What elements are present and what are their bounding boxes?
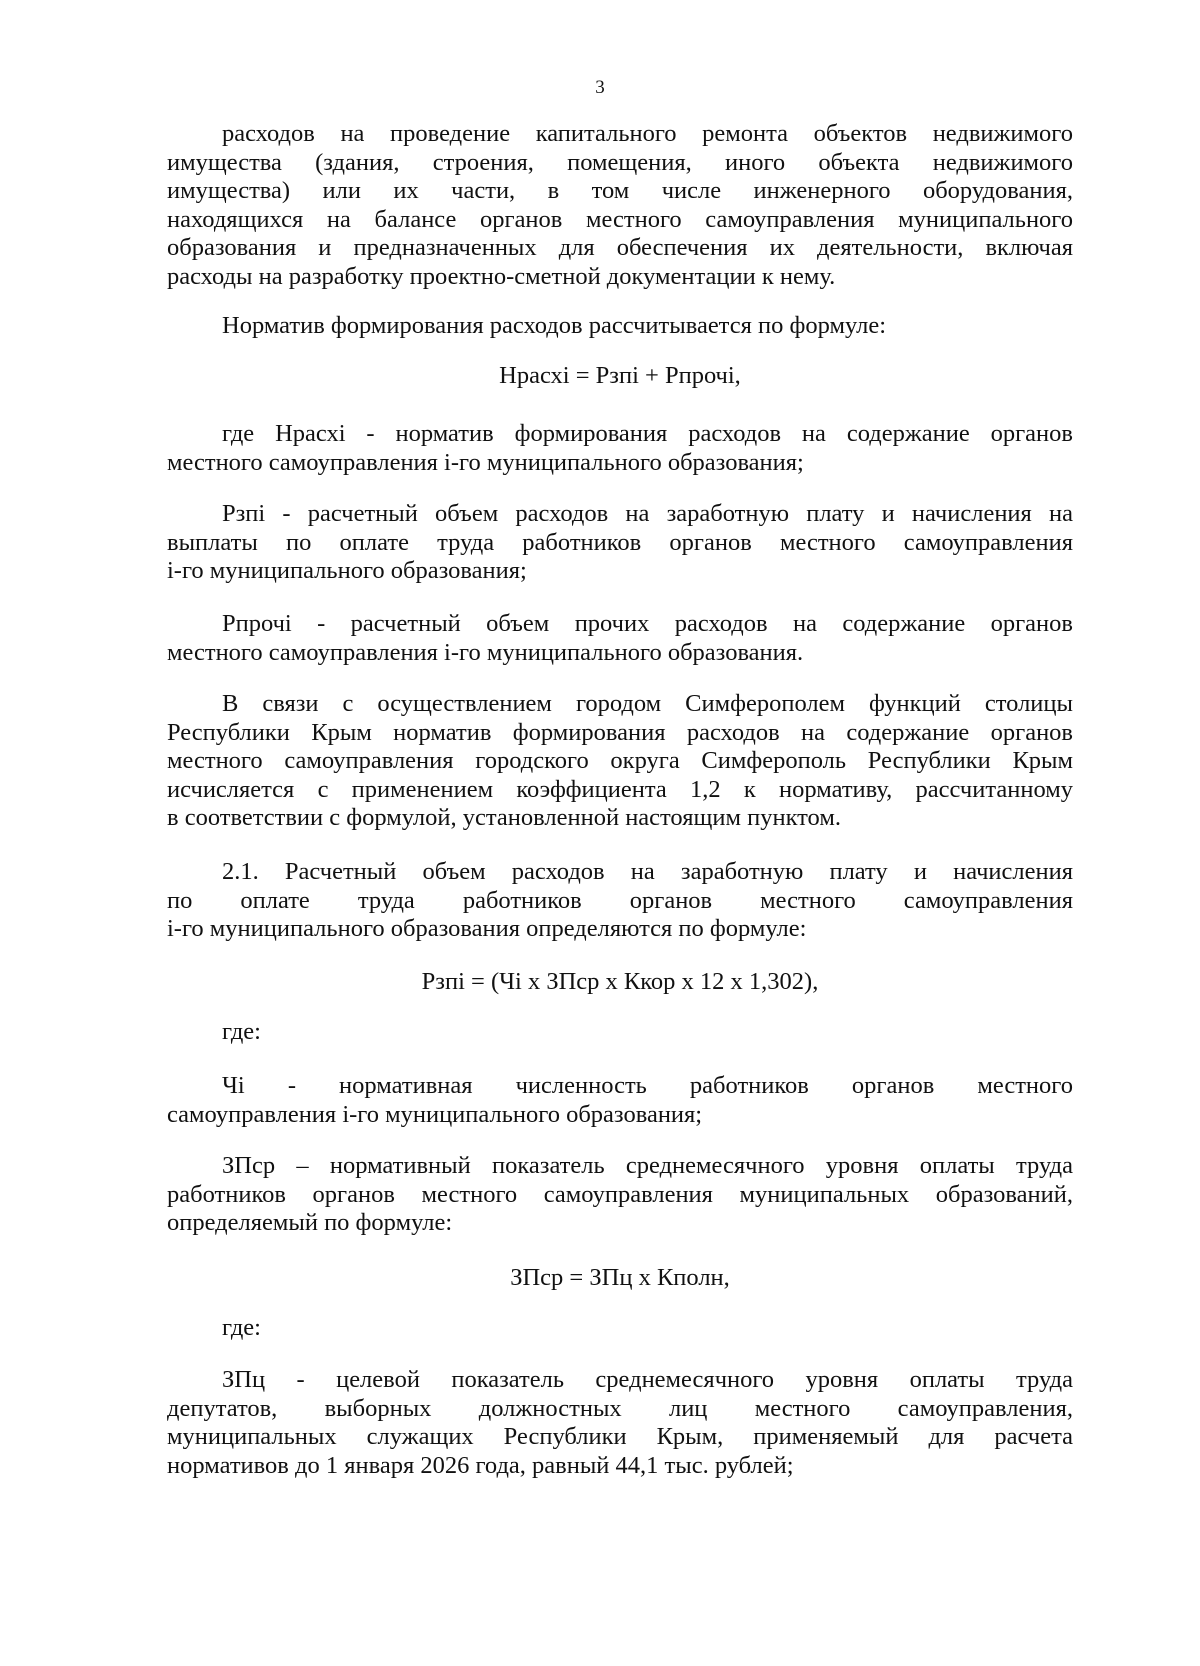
paragraph bbox=[167, 500, 1073, 586]
paragraph bbox=[167, 610, 1073, 667]
text-line: работников органов местного самоуправления муниципальных образований, bbox=[167, 1180, 1073, 1208]
text-line: ЗПц - целевой показатель среднемесячного уровня оплаты труда bbox=[222, 1366, 1073, 1393]
text-line: Республики Крым норматив формирования расходов на содержание органов bbox=[167, 718, 1073, 746]
text-line: расходы на разработку проектно-сметной документации к нему. bbox=[167, 262, 836, 290]
text-line: самоуправления i-го муниципального образования; bbox=[167, 1100, 703, 1128]
text-line: нормативов до 1 января 2026 года, равный 44,1 тыс. рублей; bbox=[167, 1451, 794, 1479]
text-line: Норматив формирования расходов рассчитывается по формуле: bbox=[222, 312, 887, 339]
text-line: определяемый по формуле: bbox=[167, 1209, 453, 1236]
text-line: имущества) или их части, в том числе инженерного оборудования, bbox=[167, 177, 1073, 204]
text-line: выплаты по оплате труда работников органов местного самоуправления bbox=[167, 528, 1073, 556]
page-number: 3 bbox=[595, 77, 605, 98]
text-line: i-го муниципального образования; bbox=[167, 557, 527, 584]
paragraph bbox=[167, 1152, 1073, 1238]
text-line: исчисляется с применением коэффициента 1,2 к нормативу, рассчитанному bbox=[167, 775, 1073, 803]
text-line: местного самоуправления i-го муниципального образования; bbox=[167, 448, 804, 476]
paragraph bbox=[167, 312, 1073, 341]
formula-text: ЗПср = ЗПц x Кполн, bbox=[510, 1264, 730, 1291]
formula-text: Рзпi = (Чi x ЗПср x Ккор x 12 x 1,302), bbox=[421, 968, 819, 995]
text-line: i-го муниципального образования определяются по формуле: bbox=[167, 915, 807, 942]
text-line: депутатов, выборных должностных лиц местного самоуправления, bbox=[167, 1394, 1073, 1422]
formula bbox=[167, 362, 1073, 391]
text-line: где Нрасхi - норматив формирования расходов на содержание органов bbox=[222, 420, 1073, 447]
text-line: Рпрочi - расчетный объем прочих расходов на содержание органов bbox=[222, 610, 1073, 637]
formula bbox=[167, 1264, 1073, 1293]
text-line: муниципальных служащих Республики Крым, применяемый для расчета bbox=[167, 1423, 1073, 1450]
text-line: имущества (здания, строения, помещения, иного объекта недвижимого bbox=[167, 148, 1073, 176]
text-line: где: bbox=[222, 1018, 261, 1045]
paragraph bbox=[167, 1314, 1073, 1343]
text-line: образования и предназначенных для обеспечения их деятельности, включая bbox=[167, 234, 1073, 261]
text-line: местного самоуправления i-го муниципального образования. bbox=[167, 638, 804, 666]
paragraph bbox=[167, 1366, 1073, 1480]
formula bbox=[167, 968, 1073, 997]
text-line: в соответствии с формулой, установленной настоящим пунктом. bbox=[167, 804, 841, 831]
paragraph bbox=[167, 120, 1073, 291]
paragraph bbox=[167, 690, 1073, 833]
text-line: по оплате труда работников органов местного самоуправления bbox=[167, 886, 1073, 914]
paragraph bbox=[167, 1072, 1073, 1129]
text-line: находящихся на балансе органов местного самоуправления муниципального bbox=[167, 205, 1073, 233]
text-line: расходов на проведение капитального ремонта объектов недвижимого bbox=[222, 120, 1073, 147]
paragraph bbox=[167, 1018, 1073, 1047]
paragraph bbox=[167, 858, 1073, 944]
paragraph bbox=[167, 420, 1073, 477]
formula-text: Нрасхi = Рзпi + Рпрочi, bbox=[499, 362, 741, 389]
text-line: ЗПср – нормативный показатель среднемесячного уровня оплаты труда bbox=[222, 1152, 1073, 1179]
text-line: Чi - нормативная численность работников органов местного bbox=[222, 1072, 1073, 1099]
text-line: Рзпi - расчетный объем расходов на заработную плату и начисления на bbox=[222, 500, 1073, 527]
text-line: В связи с осуществлением городом Симферополем функций столицы bbox=[222, 690, 1073, 717]
text-line: местного самоуправления городского округа Симферополь Республики Крым bbox=[167, 747, 1073, 774]
text-line: где: bbox=[222, 1314, 261, 1341]
text-line: 2.1. Расчетный объем расходов на заработную плату и начисления bbox=[222, 858, 1073, 885]
